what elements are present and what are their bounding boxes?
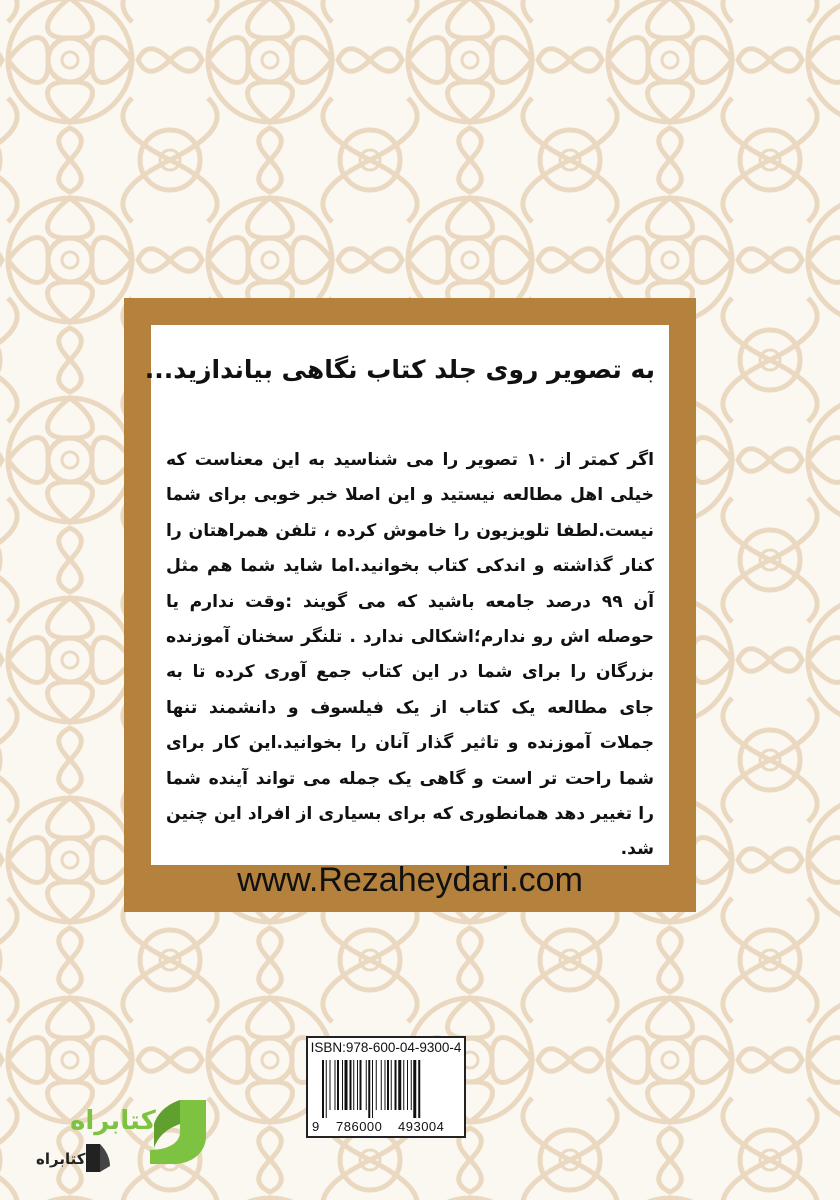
barcode-bar — [391, 1060, 392, 1110]
barcode-bar — [387, 1060, 389, 1110]
barcode-bar — [407, 1060, 408, 1110]
text-panel — [144, 325, 669, 865]
barcode-bar — [337, 1060, 339, 1110]
barcode-bar — [376, 1060, 377, 1110]
barcode-bar — [418, 1060, 420, 1118]
barcode-bar — [381, 1060, 382, 1110]
barcode-bar — [366, 1060, 367, 1110]
barcode-bar — [368, 1060, 370, 1118]
barcode-bar — [357, 1060, 358, 1110]
barcode-bar — [385, 1060, 386, 1110]
barcode-bar — [330, 1060, 331, 1110]
logo-name: کتابراه — [70, 1106, 156, 1136]
barcode-bar — [413, 1060, 416, 1118]
barcode-bar — [353, 1060, 354, 1110]
barcode-group-1: 786000 — [336, 1119, 383, 1134]
text-frame — [124, 298, 696, 912]
logo-subtitle: کتابراه — [36, 1150, 86, 1168]
barcode-bar — [322, 1060, 324, 1118]
barcode-bar — [360, 1060, 362, 1110]
isbn-barcode — [306, 1036, 466, 1138]
barcode-bar — [395, 1060, 397, 1110]
description-text: اگر کمتر از ۱۰ تصویر را می شناسید به این معناست که خیلی اهل مطالعه نیستید و این اصلا خبر خوبی برای شما نیست.لطفا تلویزیون را خاموش کرده ، تلفن همراهتان را کنار گذاشته و اندکی کتاب بخوانید.اما شاید شما هم مثل آن ۹۹ درصد جامعه باشید که می گویند :وقت ندارم یا حوصله اش رو ندارم؛اشکالی ندارد . تلنگر سخنان آموزنده بزرگان را برای شما در این کتاب جمع آوری کرده تا به جای مطالعه یک کتاب از یک فیلسوف و دانشمند تنها جملات آموزنده و تاثیر گذار آنان را بخوانید.این کار برای شما راحت تر است و گاهی یک جمله می تواند آینده شما را تغییر دهد همانطوری که برای بسیاری از افراد این چنین شد. — [166, 450, 655, 860]
headline: به تصویر روی جلد کتاب نگاهی بیاندازید... — [144, 355, 655, 384]
barcode-bar — [326, 1060, 327, 1118]
barcode-bar — [372, 1060, 373, 1118]
barcode-lead-digit: 9 — [312, 1119, 320, 1134]
barcode-bar — [403, 1060, 404, 1110]
barcode-bar — [350, 1060, 352, 1110]
website-url: www.Rezaheydari.com — [237, 861, 583, 899]
barcode-bar — [345, 1060, 348, 1110]
isbn-number: ISBN:978-600-04-9300-4 — [310, 1040, 462, 1055]
barcode-group-2: 493004 — [398, 1119, 445, 1134]
ketabrah-logo — [30, 1092, 210, 1182]
barcode-bars — [322, 1060, 452, 1118]
barcode-bar — [411, 1060, 412, 1110]
barcode-bar — [398, 1060, 401, 1110]
barcode-bar — [335, 1060, 336, 1110]
barcode-bar — [342, 1060, 343, 1110]
